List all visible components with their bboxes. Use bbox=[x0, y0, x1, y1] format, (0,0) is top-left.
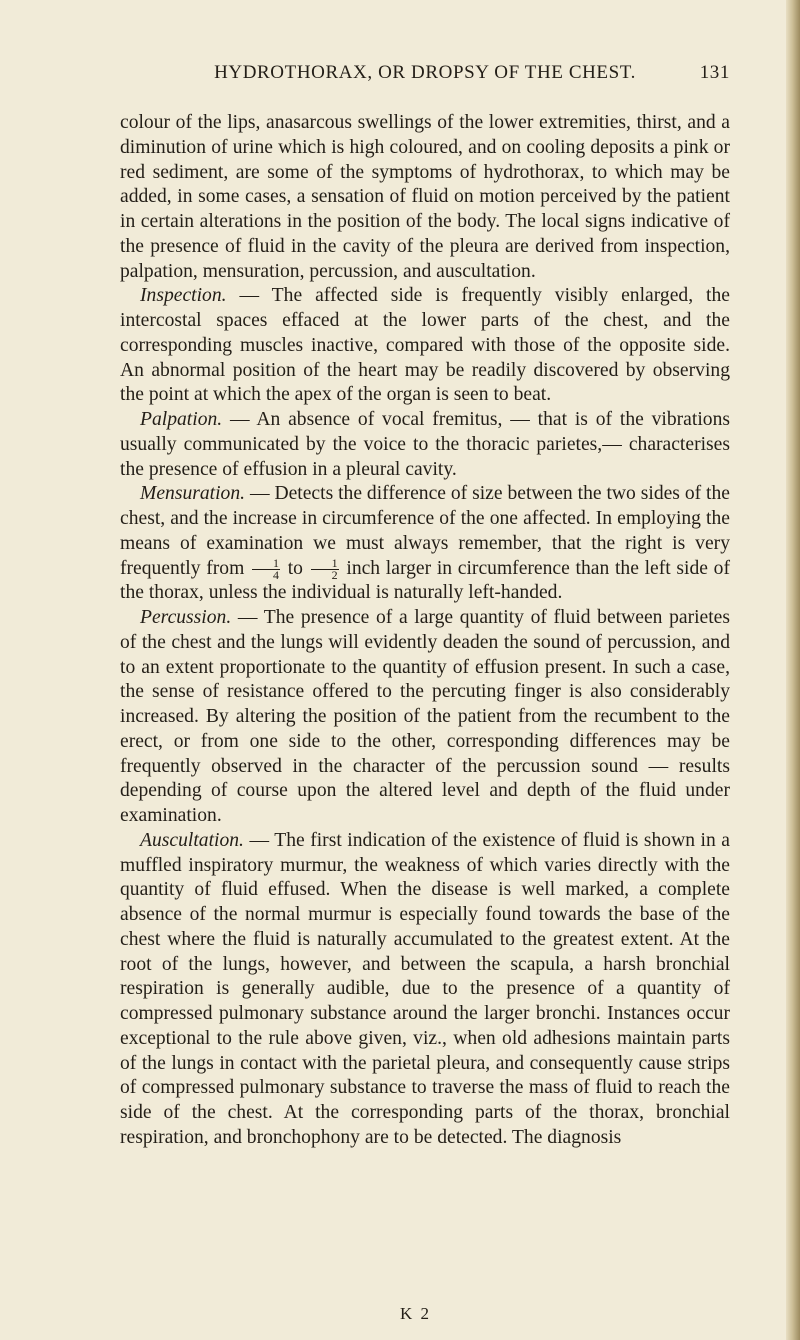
fraction-numerator: 1 bbox=[311, 558, 339, 570]
paragraph-inspection bbox=[120, 284, 730, 408]
paragraph-text: — The affected side is frequently visibly enlarged, the intercostal spaces effaced at the lower parts of the chest, and the corresponding muscles inactive, compared with those of the opposite side. An abnormal position of the heart may be readily discovered by observing the point at which the apex of the organ is seen to beat. bbox=[120, 285, 730, 406]
fraction-denominator: 4 bbox=[273, 567, 280, 582]
section-heading-percussion: Percussion. bbox=[140, 607, 232, 628]
signature-mark: K 2 bbox=[400, 1304, 432, 1323]
fraction-numerator: 1 bbox=[252, 558, 280, 570]
running-title: HYDROTHORAX, OR DROPSY OF THE CHEST. bbox=[214, 62, 636, 83]
body-text bbox=[120, 111, 730, 1151]
page-number: 131 bbox=[699, 62, 730, 83]
paragraph-text: — Detects the difference of size between the two sides of the chest, and the increase in circumference of the one affected. In employing the means of examination we must always remember, that the right is very frequently from bbox=[120, 483, 730, 579]
paragraph-auscultation bbox=[120, 829, 730, 1151]
page-edge-shadow bbox=[786, 0, 800, 1340]
paragraph-text: — An absence of vocal fremitus, — that is of the vibrations usually communicated by the voice to the thoracic parietes,— characterises the presence of effusion in a pleural cavity. bbox=[120, 409, 730, 480]
fraction-half bbox=[311, 555, 339, 582]
paragraph-percussion bbox=[120, 606, 730, 829]
paragraph-text: — The first indication of the existence of fluid is shown in a muffled inspiratory murmur, the weakness of which varies directly with the quantity of fluid effused. When the disease is well marked, a complete absence of the normal murmur is especially found towards the base of the chest where the fluid is naturally accumulated to the greatest extent. At the root of the lungs, however, and between the scapula, a harsh bronchial respiration is generally audible, due to the presence of a quantity of compressed pulmonary substance around the larger bronchi. Instances occur exceptional to the rule above given, viz., when old adhesions maintain parts of the lungs in contact with the parietal pleura, and consequently cause strips of compressed pulmonary substance to traverse the mass of fluid to reach the side of the chest. At the corresponding parts of the thorax, bronchial respiration, and bronchophony are to be detected. The diagnosis bbox=[120, 829, 730, 1148]
paragraph-text: to bbox=[282, 557, 309, 579]
section-heading-mensuration: Mensuration. bbox=[140, 483, 246, 505]
paragraph-text: — The presence of a large quantity of fluid between parietes of the chest and the lungs will evidently deaden the sound of percussion, and to an extent proportionate to the quantity of effusion present. In such a case, the sense of resistance offered to the percuting finger is also considerably increased. By altering the position of the patient from the recumbent to the erect, or from one side to the other, corresponding differences may be frequently observed in the character of the percussion sound — results depending of course upon the altered level and depth of the fluid under examination. bbox=[120, 607, 730, 826]
running-head bbox=[120, 62, 730, 84]
paragraph-intro bbox=[120, 111, 730, 284]
fraction-denominator: 2 bbox=[331, 567, 338, 582]
paragraph-mensuration bbox=[120, 482, 730, 606]
paragraph-palpation bbox=[120, 408, 730, 482]
section-heading-auscultation: Auscultation. bbox=[140, 829, 244, 851]
section-heading-inspection: Inspection. bbox=[140, 285, 227, 307]
fraction-quarter bbox=[252, 555, 280, 582]
paragraph-text: inch larger in circumference than the left side of the thorax, unless the individual is naturally left-handed. bbox=[120, 557, 730, 604]
paragraph-text: colour of the lips, anasarcous swellings of the lower extremities, thirst, and a diminution of urine which is high coloured, and on cooling deposits a pink or red sediment, are some of the symptoms of hydrothorax, to which may be added, in some cases, a sensation of fluid on motion perceived by the patient in certain alterations in the position of the body. The local signs indicative of the presence of fluid in the cavity of the pleura are derived from inspection, palpation, mensuration, percussion, and auscultation. bbox=[120, 112, 730, 282]
section-heading-palpation: Palpation. bbox=[140, 409, 223, 430]
